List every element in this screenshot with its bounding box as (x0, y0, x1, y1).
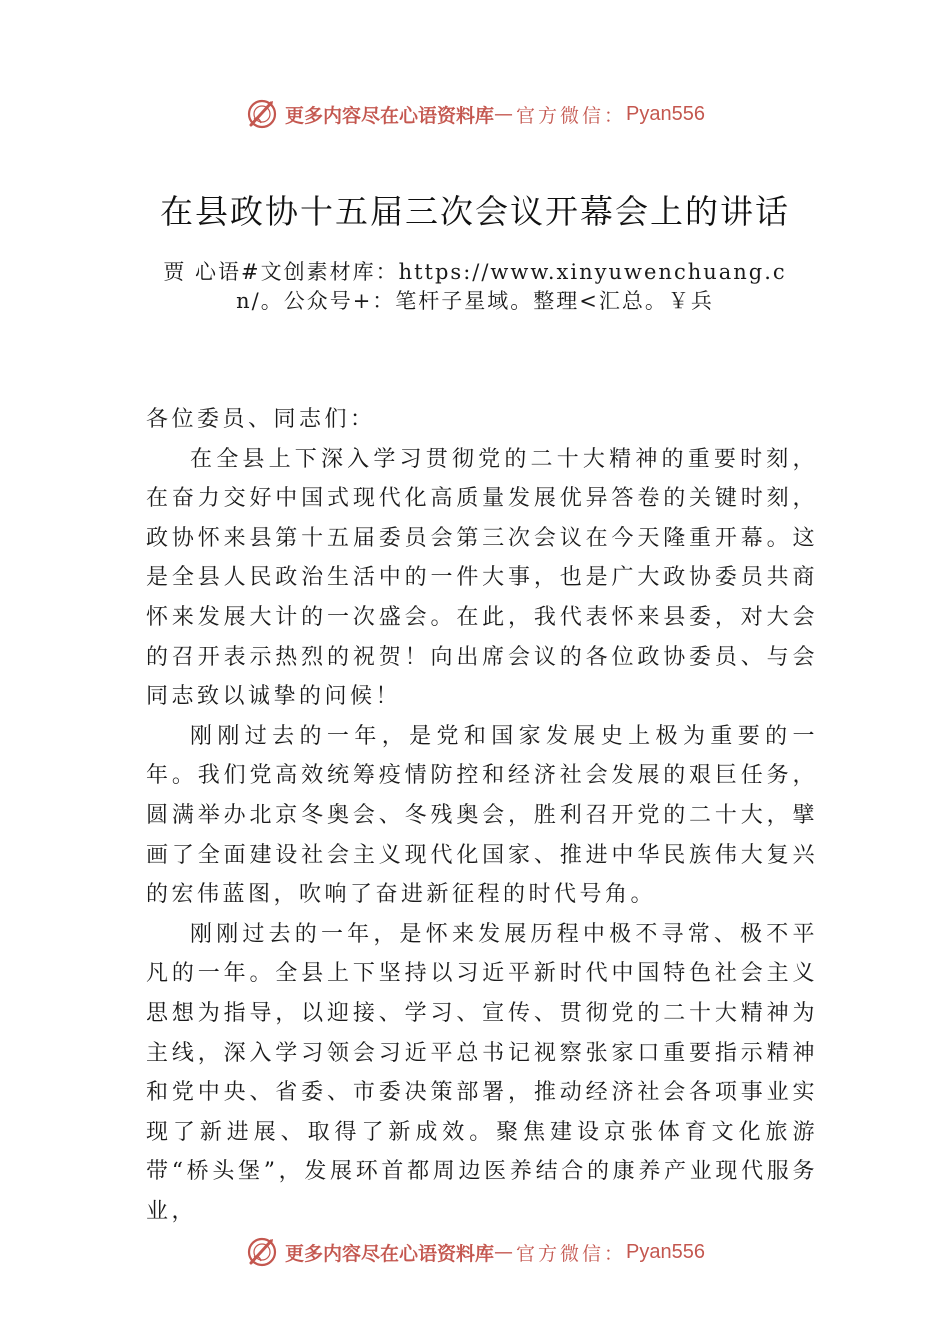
brush-seal-logo-icon (245, 97, 279, 131)
paragraph-3: 刚刚过去的一年，是怀来发展历程中极不寻常、极不平凡的一年。全县上下坚持以习近平新时代中国特色社会主义思想为指导，以迎接、学习、宣传、贯彻党的二十大精神为主线，深入学习领会习近平总书记视察张家口重要指示精神和党中央、省委、市委决策部署，推动经济社会各项事业实现了新进展、取得了新成效。聚焦建设京张体育文化旅游带“桥头堡”，发展环首都周边医养结合的康养产业现代服务业， (146, 921, 818, 1224)
banner-dash: — (494, 1241, 517, 1263)
banner-wechat-id: Pyan556 (626, 102, 705, 125)
document-title: 在县政协十五届三次会议开幕会上的讲话 (160, 192, 790, 231)
banner-dash: — (494, 103, 517, 125)
paragraph-2: 刚刚过去的一年，是党和国家发展史上极为重要的一年。我们党高效统筹疫情防控和经济社会发展的艰巨任务，圆满举办北京冬奥会、冬残奥会，胜利召开党的二十大，擘画了全面建设社会主义现代化国家、推进中华民族伟大复兴的宏伟蓝图，吹响了奋进新征程的时代号角。 (146, 723, 818, 908)
banner-wechat-id: Pyan556 (626, 1240, 705, 1263)
document-body (146, 400, 818, 1231)
banner-wechat-label: 官方微信： (516, 1242, 627, 1265)
banner-wechat-label: 官方微信： (516, 104, 627, 127)
brush-seal-logo-icon (245, 1235, 279, 1269)
banner-text: 更多内容尽在心语资料库 (285, 1242, 495, 1265)
header-banner (0, 94, 950, 134)
salutation: 各位委员、同志们： (146, 407, 376, 432)
source-note: 贾 心语#文创素材库：https://www.xinyuwenchuang.cn/。公众号+：笔杆子星域。整理<汇总。￥兵 (163, 260, 787, 313)
banner-text: 更多内容尽在心语资料库 (285, 104, 495, 127)
paragraph-1: 在全县上下深入学习贯彻党的二十大精神的重要时刻，在奋力交好中国式现代化高质量发展优异答卷的关键时刻， 政协怀来县第十五届委员会第三次会议在今天隆重开幕。这是全县人民政治生活中的一件大事，也是广大政协委员共商怀来发展大计的一次盛会。在此，我代表怀来县委，对大会的召开表示热烈的祝贺！向出席会议的各位政协委员、与会同志致以诚挚的问候！ (146, 446, 818, 710)
footer-banner (0, 1232, 950, 1272)
